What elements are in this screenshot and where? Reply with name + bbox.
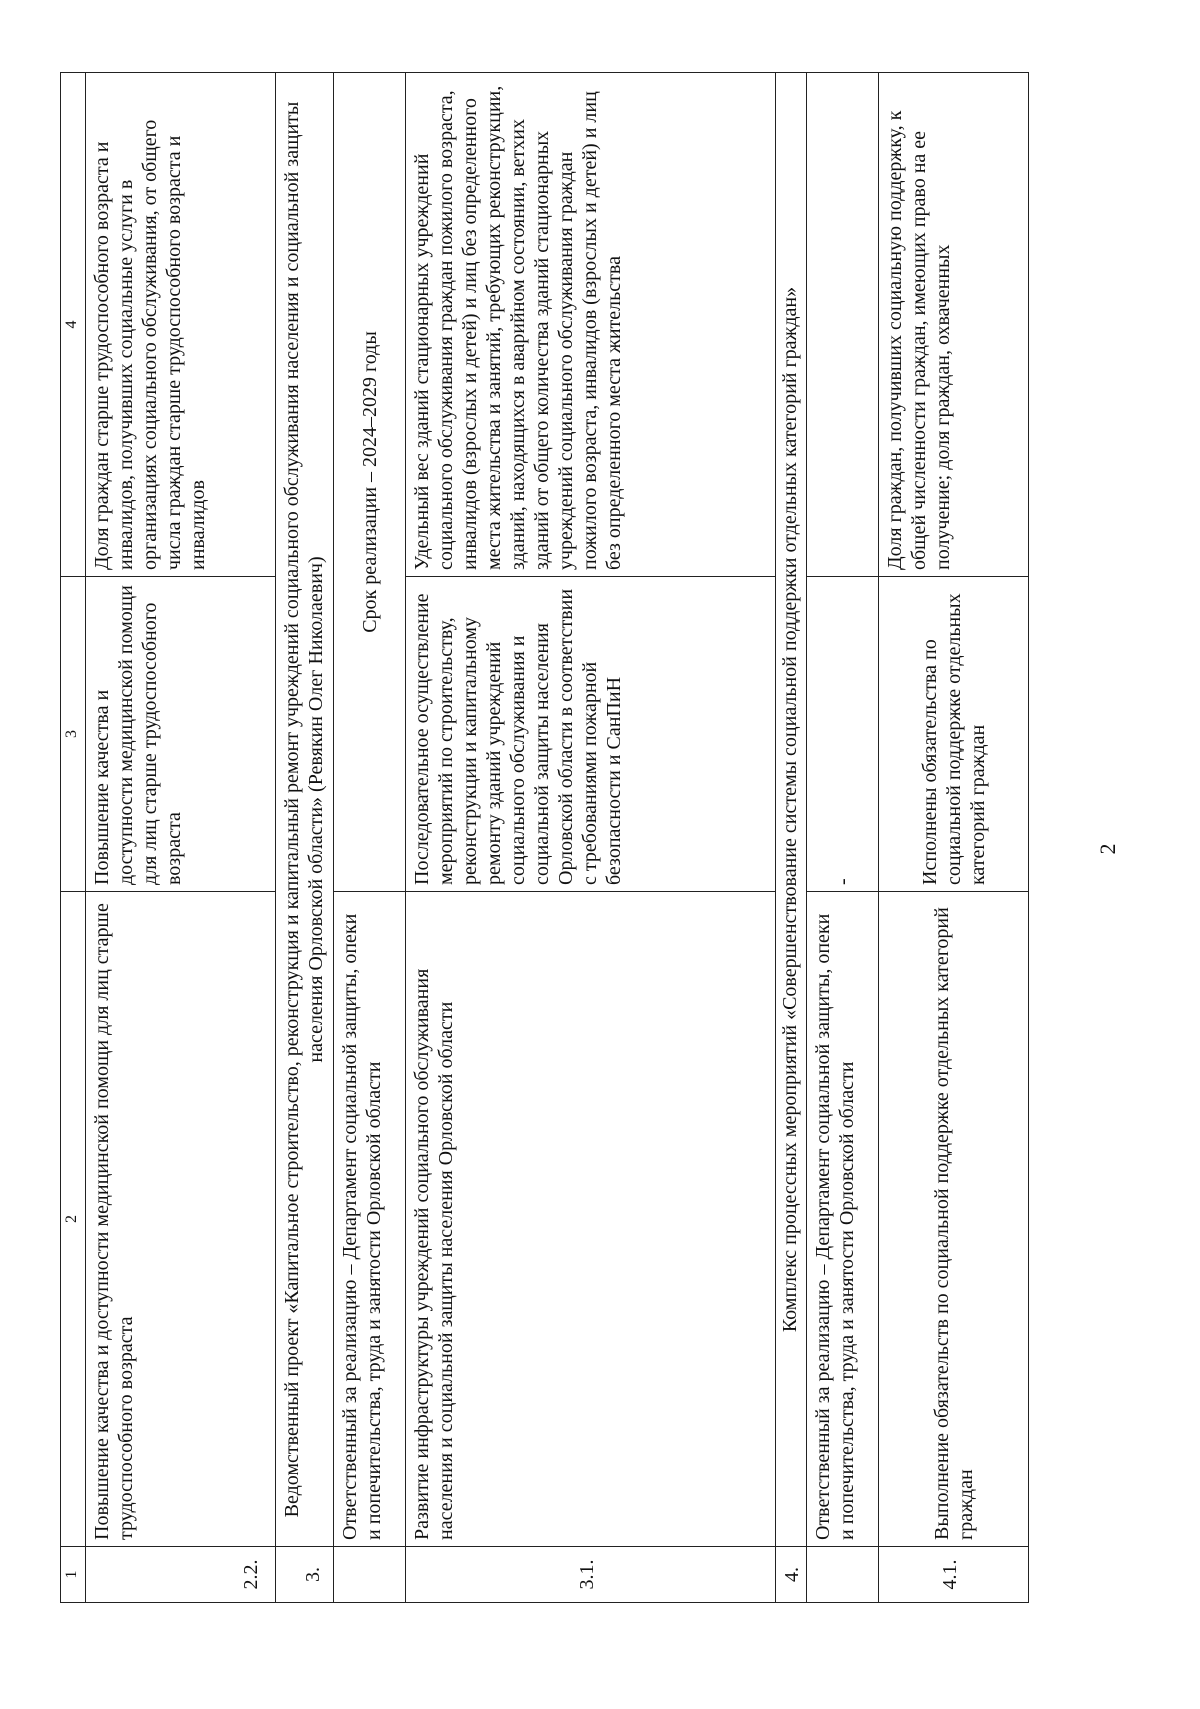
row-number: 3.1. bbox=[406, 1547, 776, 1603]
row-number: 4. bbox=[776, 1547, 807, 1603]
column-header: 3 bbox=[61, 577, 86, 892]
complex-header-row bbox=[776, 73, 807, 1603]
task-cell: Повышение качества и доступности медицинской помощи для лиц старше трудоспособного возраста bbox=[86, 892, 276, 1547]
empty-cell bbox=[807, 1547, 879, 1603]
term-cell: Срок реализации – 2024–2029 годы bbox=[334, 73, 406, 892]
indicator-cell: Доля граждан, получивших социальную поддержку, к общей численности граждан, имеющих право на ее получение; доля граждан, охваченных bbox=[879, 73, 1029, 577]
row-number: 3. bbox=[276, 1547, 334, 1603]
complex-title-cell: Комплекс процессных мероприятий «Совершенствование системы социальной поддержки отдельных категорий граждан» bbox=[776, 73, 807, 1547]
effect-cell: Последовательное осуществление мероприятий по строительству, реконструкции и капитальному ремонту зданий учреждений социального обслуживания и социальной защиты населения Орловской области в соответствии с требованиями пожарной безопасности и СанПиН bbox=[406, 577, 776, 892]
column-numbers-row bbox=[61, 73, 86, 1603]
program-table bbox=[60, 72, 1029, 1603]
empty-cell bbox=[807, 73, 879, 577]
row-number: 2.2. bbox=[86, 1547, 276, 1603]
indicator-cell: Доля граждан старше трудоспособного возраста и инвалидов, получивших социальные услуги в организациях социального обслуживания, от общего числа граждан старше трудоспособного возраста и инвалидов bbox=[86, 73, 276, 577]
empty-cell bbox=[334, 1547, 406, 1603]
table-row bbox=[86, 73, 276, 1603]
table-row bbox=[406, 73, 776, 1603]
column-header: 2 bbox=[61, 892, 86, 1547]
column-header: 1 bbox=[61, 1547, 86, 1603]
page-number: 2 bbox=[1095, 843, 1120, 855]
effect-cell: Исполнены обязательства по социальной поддержке отдельных категорий граждан bbox=[879, 577, 1029, 892]
task-cell: Выполнение обязательств по социальной поддержке отдельных категорий граждан bbox=[879, 892, 1029, 1547]
task-cell: Развитие инфраструктуры учреждений социального обслуживания населения и социальной защиты населения Орловской области bbox=[406, 892, 776, 1547]
row-number: 4.1. bbox=[879, 1547, 1029, 1603]
project-header-row bbox=[276, 73, 334, 1603]
project-title-cell: Ведомственный проект «Капитальное строительство, реконструкция и капитальный ремонт учреждений социального обслуживания населения и социальной защиты населения Орловской области» (Ревякин Олег Николаевич) bbox=[276, 73, 334, 1547]
responsible-cell: Ответственный за реализацию – Департамент социальной защиты, опеки и попечительства, труда и занятости Орловской области bbox=[334, 892, 406, 1547]
column-header: 4 bbox=[61, 73, 86, 577]
responsible-cell: Ответственный за реализацию – Департамент социальной защиты, опеки и попечительства, труда и занятости Орловской области bbox=[807, 892, 879, 1547]
responsible-row bbox=[334, 73, 406, 1603]
dash-cell: - bbox=[807, 577, 879, 892]
effect-cell: Повышение качества и доступности медицинской помощи для лиц старше трудоспособного возраста bbox=[86, 577, 276, 892]
responsible-row bbox=[807, 73, 879, 1603]
indicator-cell: Удельный вес зданий стационарных учреждений социального обслуживания граждан пожилого возраста, инвалидов (взрослых и детей) и лиц без определенного места жительства и занятий, требующих реконструкции, зданий, находящихся в аварийном состоянии, ветхих зданий от общего количества зданий стационарных учреждений социального обслуживания граждан пожилого возраста, инвалидов (взрослых и детей) и лиц без определенного места жительства bbox=[406, 73, 776, 577]
table-row bbox=[879, 73, 1029, 1603]
